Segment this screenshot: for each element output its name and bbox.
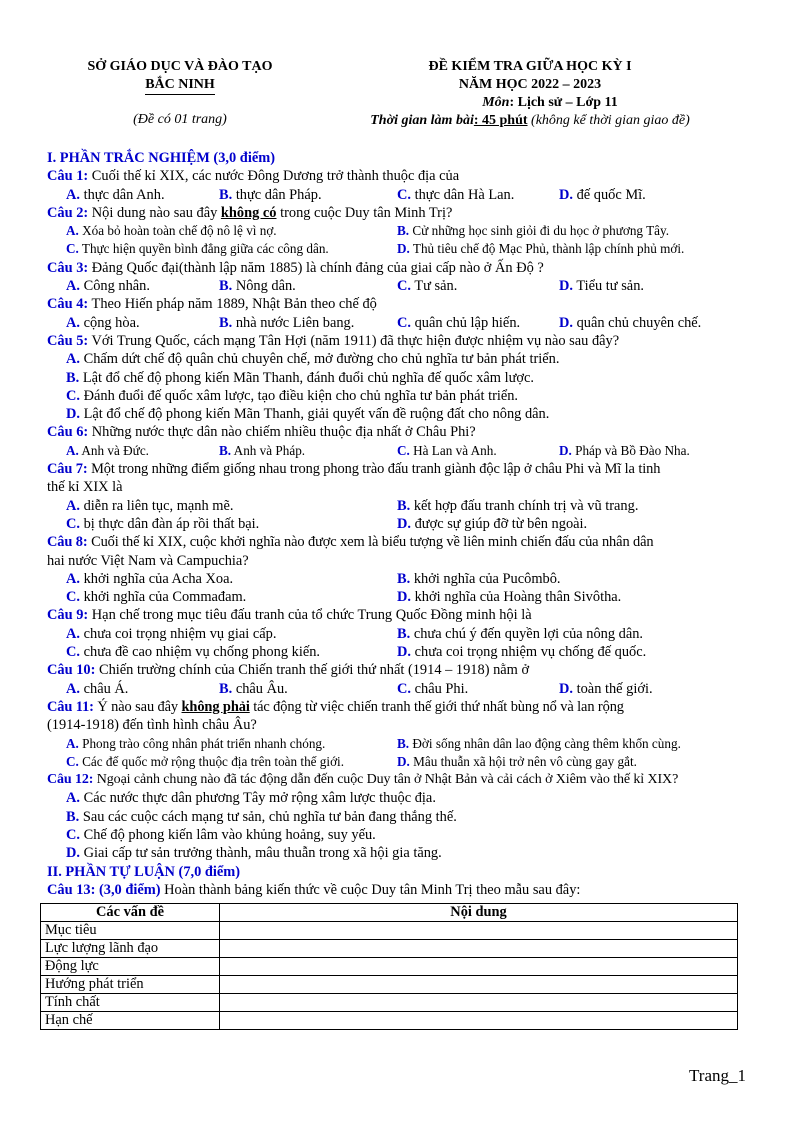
q1-option-d[interactable]: D. đế quốc Mĩ. [559,186,646,203]
q3-option-c[interactable]: C. Tư sản. [397,278,458,295]
question-11-cont: (1914-1918) đến tình hình châu Âu? [47,717,257,734]
q7-option-d[interactable]: D. được sự giúp đỡ từ bên ngoài. [397,515,588,532]
question-3: Câu 3: Đảng Quốc đại(thành lập năm 1885) là chính đảng của giai cấp nào ở Ấn Độ ? [47,259,544,276]
q11-option-c[interactable]: C. Các đế quốc mở rộng thuộc địa trên toàn thế giới. [66,753,345,769]
dept-line1: SỞ GIÁO DỤC VÀ ĐÀO TẠO [87,59,273,74]
q10-option-a[interactable]: A. châu Á. [66,680,129,697]
exam-body [47,149,747,899]
q11-options-cd [47,753,747,771]
table-row-label: Lực lượng lãnh đạo [41,940,220,958]
q9-options-cd [47,643,747,661]
dept-line2: BẮC NINH [145,76,215,95]
q8-options-ab [47,570,747,588]
question-6: Câu 6: Những nước thực dân nào chiếm nhiều thuộc địa nhất ở Châu Phi? [47,424,476,441]
table-cell-answer[interactable] [220,1012,738,1030]
q5-option-b[interactable]: B. Lật đổ chế độ phong kiến Mãn Thanh, đánh đuổi chủ nghĩa đế quốc xâm lược. [66,369,534,386]
q9-options-ab [47,625,747,643]
q10-options [47,680,747,698]
q4-option-a[interactable]: A. cộng hòa. [66,314,140,331]
question-8-cont: hai nước Việt Nam và Campuchia? [47,552,249,569]
q7-option-c[interactable]: C. bị thực dân đàn áp rồi thất bại. [66,515,260,532]
time-note: (không kể thời gian giao đề) [527,113,690,128]
q11-option-b[interactable]: B. Đời sống nhân dân lao động càng thêm khốn cùng. [397,735,681,751]
q7-options-cd [47,515,747,533]
q7-option-b[interactable]: B. kết hợp đấu tranh chính trị và vũ trang. [397,497,639,514]
q1-option-c[interactable]: C. thực dân Hà Lan. [397,186,515,203]
q9-option-b[interactable]: B. chưa chú ý đến quyền lợi của nông dân. [397,625,644,642]
q12-option-b[interactable]: B. Sau các cuộc cách mạng tư sản, chủ nghĩa tư bản đang thắng thế. [66,808,457,825]
table-cell-answer[interactable] [220,922,738,940]
table-cell-answer[interactable] [220,976,738,994]
q1-option-b[interactable]: B. thực dân Pháp. [219,186,322,203]
q11-option-a[interactable]: A. Phong trào công nhân phát triển nhanh chóng. [66,735,326,751]
q3-option-b[interactable]: B. Nông dân. [219,278,296,295]
q6-option-c[interactable]: C. Hà Lan và Anh. [397,442,497,458]
question-1: Câu 1: Cuối thế kỉ XIX, các nước Đông Dương trở thành thuộc địa của [47,168,460,185]
q4-option-b[interactable]: B. nhà nước Liên bang. [219,314,355,331]
question-4: Câu 4: Theo Hiến pháp năm 1889, Nhật Bản theo chế độ [47,296,377,313]
subject-value: : Lịch sử – Lớp 11 [509,95,618,110]
exam-title: ĐỀ KIỂM TRA GIỮA HỌC KỲ I [428,59,632,74]
section2-title: II. PHẦN TỰ LUẬN (7,0 điểm) [47,863,241,880]
q12-option-a[interactable]: A. Các nước thực dân phương Tây mở rộng xâm lược thuộc địa. [66,790,436,807]
page-number: Trang_1 [689,1066,746,1085]
q1-options [47,186,747,204]
question-2: Câu 2: Nội dung nào sau đây không có trong cuộc Duy tân Minh Trị? [47,204,453,221]
section1-title: I. PHẦN TRẮC NGHIỆM (3,0 điểm) [47,150,275,166]
table-row [41,940,738,958]
q6-options [47,442,747,460]
q8-option-c[interactable]: C. khởi nghĩa của Commađam. [66,589,247,606]
q4-options [47,314,747,332]
question-7-cont: thế kỉ XIX là [47,479,123,496]
question-10: Câu 10: Chiến trường chính của Chiến tranh thế giới thứ nhất (1914 – 1918) nằm ở [47,662,530,679]
subject-label: Môn [482,95,510,110]
header-left [60,58,300,129]
table-row [41,958,738,976]
q2-options-cd [47,240,747,258]
q8-option-d[interactable]: D. khởi nghĩa của Hoàng thân Sivôtha. [397,589,622,606]
q5-option-a[interactable]: A. Chấm dứt chế độ quân chủ chuyên chế, mở đường cho chủ nghĩa tư bản phát triển. [66,351,560,368]
knowledge-table [40,903,738,1030]
q2-option-c[interactable]: C. Thực hiện quyền bình đẳng giữa các công dân. [66,241,329,257]
table-row-label: Hạn chế [41,1012,220,1030]
q7-option-a[interactable]: A. diễn ra liên tục, mạnh mẽ. [66,497,234,514]
q2-option-a[interactable]: A. Xóa bỏ hoàn toàn chế độ nô lệ vì nợ. [66,223,277,239]
table-row [41,1012,738,1030]
q10-option-c[interactable]: C. châu Phi. [397,680,469,697]
header-right [330,58,730,130]
q10-option-b[interactable]: B. châu Âu. [219,680,288,697]
question-9: Câu 9: Hạn chế trong mục tiêu đấu tranh của tổ chức Trung Quốc Đồng minh hội là [47,607,532,624]
q12-option-d[interactable]: D. Giai cấp tư sản trưởng thành, mâu thuẫn trong xã hội gia tăng. [66,845,442,862]
school-year: NĂM HỌC 2022 – 2023 [458,77,602,92]
q11-option-d[interactable]: D. Mâu thuẫn xã hội trở nên vô cùng gay gắt. [397,753,637,769]
q12-option-c[interactable]: C. Chế độ phong kiến lâm vào khủng hoảng, suy yếu. [66,826,376,843]
q8-option-b[interactable]: B. khởi nghĩa của Pucômbô. [397,570,561,587]
table-row [41,994,738,1012]
question-7: Câu 7: Một trong những điểm giống nhau trong phong trào đấu tranh giành độc lập ở châu Phi và Mĩ la tinh [47,461,661,478]
q9-option-c[interactable]: C. chưa đề cao nhiệm vụ chống phong kiến. [66,644,320,661]
q3-option-d[interactable]: D. Tiểu tư sản. [559,278,644,295]
q8-option-a[interactable]: A. khởi nghĩa của Acha Xoa. [66,570,234,587]
q8-options-cd [47,588,747,606]
q3-option-a[interactable]: A. Công nhân. [66,278,150,295]
table-row-label: Động lực [41,958,220,976]
q10-option-d[interactable]: D. toàn thế giới. [559,680,653,697]
table-row [41,922,738,940]
question-5: Câu 5: Với Trung Quốc, cách mạng Tân Hợi (năm 1911) đã thực hiện được nhiệm vụ nào sau đây? [47,332,620,349]
question-11: Câu 11: Ý nào sau đây không phải tác động từ việc chiến tranh thế giới thứ nhất bùng nổ và lan rộng [47,698,624,715]
q9-option-d[interactable]: D. chưa coi trọng nhiệm vụ chống đế quốc. [397,644,647,661]
table-header-content: Nội dung [220,904,738,922]
q6-option-d[interactable]: D. Pháp và Bồ Đào Nha. [559,442,690,458]
question-8: Câu 8: Cuối thế kỉ XIX, cuộc khởi nghĩa nào được xem là biểu tượng về liên minh chiến đấu của nhân dân [47,534,654,551]
q5-option-c[interactable]: C. Đánh đuổi đế quốc xâm lược, tạo điều kiện cho chủ nghĩa tư bản phát triển. [66,387,519,404]
table-cell-answer[interactable] [220,958,738,976]
q4-option-c[interactable]: C. quân chủ lập hiến. [397,314,521,331]
table-cell-answer[interactable] [220,994,738,1012]
question-13: Câu 13: (3,0 điểm) Hoàn thành bảng kiến thức về cuộc Duy tân Minh Trị theo mẫu sau đây: [47,881,581,898]
q11-options-ab [47,735,747,753]
page-note: (Đề có 01 trang) [133,112,227,127]
time-label: Thời gian làm bài [370,113,474,128]
q4-option-d[interactable]: D. quân chủ chuyên chế. [559,314,702,331]
q2-option-d[interactable]: D. Thủ tiêu chế độ Mạc Phủ, thành lập chính phủ mới. [397,241,685,257]
q1-option-a[interactable]: A. thực dân Anh. [66,186,165,203]
table-row [41,976,738,994]
table-row-label: Mục tiêu [41,922,220,940]
question-12: Câu 12: Ngoại cảnh chung nào đã tác động dẫn đến cuộc Duy tân ở Nhật Bản và cải cách ở Xiêm vào thế kỉ XIX? [47,772,679,788]
table-header-row [41,904,738,922]
q2-options-ab [47,222,747,240]
table-row-label: Hướng phát triển [41,976,220,994]
table-header-issues: Các vấn đề [41,904,220,922]
q6-option-a[interactable]: A. Anh và Đức. [66,442,149,458]
q5-option-d[interactable]: D. Lật đổ chế độ phong kiến Mãn Thanh, giải quyết vấn đề ruộng đất cho nông dân. [66,406,550,423]
q6-option-b[interactable]: B. Anh và Pháp. [219,442,306,458]
q3-options [47,277,747,295]
table-cell-answer[interactable] [220,940,738,958]
table-row-label: Tính chất [41,994,220,1012]
q2-option-b[interactable]: B. Cử những học sinh giỏi đi du học ở phương Tây. [397,223,670,239]
q7-options-ab [47,497,747,515]
q9-option-a[interactable]: A. chưa coi trọng nhiệm vụ giai cấp. [66,625,277,642]
time-value: : 45 phút [473,113,528,128]
